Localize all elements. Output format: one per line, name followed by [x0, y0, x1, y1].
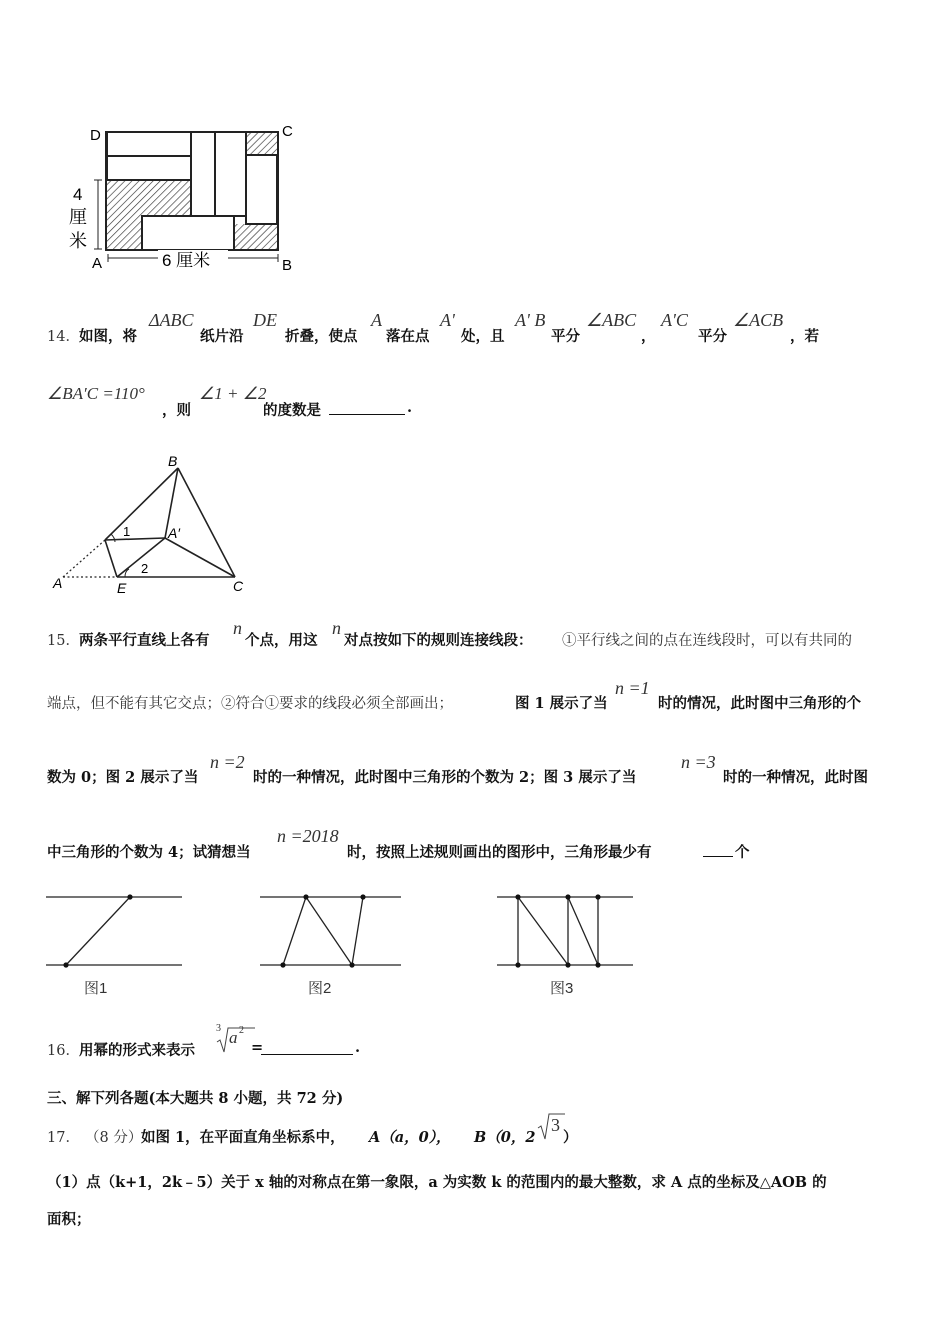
- shaded-region-corner-top: [246, 133, 277, 155]
- q14-answer-blank: [329, 399, 405, 415]
- figure-q15-fig1: [44, 888, 184, 974]
- strip-top-2: [107, 156, 191, 180]
- shaded-region-corner-bottom: [234, 224, 277, 249]
- fig1-caption: 图1: [84, 980, 108, 997]
- q14-line2: ∠BA′C =110° ，则 ∠1 + ∠2 的度数是 .: [47, 384, 413, 419]
- q15-line4: 中三角形的个数为 4；试猜想当 n =2018 时，按照上述规则画出的图形中，三角形最少有 个: [47, 826, 750, 861]
- angle-2-label: 2: [141, 561, 149, 576]
- root-index: 3: [216, 1023, 221, 1034]
- radicand-exponent: 2: [239, 1025, 244, 1036]
- height-label-li: 厘: [69, 207, 87, 227]
- label-C: C: [282, 123, 293, 140]
- figure-q14-triangle: [45, 452, 265, 597]
- fold-DE: [105, 540, 117, 577]
- figure-q15-fig2: [258, 888, 403, 974]
- q15-answer-blank: [703, 841, 733, 857]
- q15-line1: 15． 两条平行直线上各有 n 个点，用这 n 对点按如下的规则连接线段： ①平行线之间的点在连线段时，可以有共同的: [47, 618, 852, 649]
- label-A: A: [92, 255, 103, 272]
- q15-line3: 数为 0；图 2 展示了当 n =2 时的一种情况，此时图中三角形的个数为 2；图 3 展示了当 n =3 时的一种情况，此时图: [47, 752, 868, 786]
- label-A: A: [53, 575, 63, 591]
- q15-number: 15．: [47, 633, 80, 649]
- height-label-4: 4: [73, 185, 83, 204]
- q17-number: 17．: [47, 1130, 80, 1146]
- label-E: E: [117, 580, 127, 596]
- q15-line2: 端点，但不能有其它交点；②符合①要求的线段必须全部画出； 图 1 展示了当 n =1 时的情况，此时图中三角形的个: [47, 678, 861, 712]
- q14-line1: 14． 如图，将 ΔABC 纸片沿 DE 折叠，使点 A 落在点 A' 处，且 A' B 平分 ∠ABC ， A'C 平分 ∠ACB ，若: [47, 310, 819, 345]
- q17-part1-cont: 面积；: [47, 1211, 91, 1228]
- label-A-prime: A′: [168, 525, 180, 541]
- q14-number: 14．: [47, 329, 80, 345]
- strip-vertical-1: [191, 132, 215, 216]
- strip-bottom: [142, 216, 234, 250]
- strip-top: [107, 132, 191, 156]
- figure-q13-rectangle: [60, 118, 310, 278]
- point-A: A（a，0），: [369, 1129, 451, 1146]
- angle-1-label: 1: [123, 524, 131, 539]
- label-C: C: [233, 578, 244, 594]
- edge-AB-dashed: [63, 540, 105, 577]
- fig3-caption: 图3: [550, 980, 574, 997]
- point-B: B（0，2: [474, 1129, 536, 1146]
- strip-vertical-2: [215, 132, 246, 216]
- q16-answer-blank: [261, 1039, 353, 1055]
- strip-vertical-3: [246, 155, 277, 224]
- q17-line1: 17． （8 分） 如图 1，在平面直角坐标系中， A（a，0）， B（0，2 3 ）: [47, 1112, 647, 1148]
- q17-part1: （1）点（k+1，2k﹣5）关于 x 轴的对称点在第一象限，a 为实数 k 的范围内的最大整数，求 A 点的坐标及△AOB 的: [47, 1174, 827, 1191]
- q16-number: 16．: [47, 1043, 80, 1059]
- section-3-heading: 三、解下列各题(本大题共 8 小题，共 72 分): [47, 1090, 344, 1107]
- label-D: D: [90, 127, 101, 144]
- label-B: B: [168, 453, 178, 469]
- fig2-caption: 图2: [308, 980, 332, 997]
- label-B: B: [282, 257, 293, 274]
- width-label: 6 厘米: [162, 251, 211, 270]
- height-label-mi: 米: [69, 231, 87, 251]
- radicand: a: [229, 1028, 238, 1047]
- q16-line: 16． 用幂的形式来表示 3 a 2 = .: [47, 1023, 361, 1059]
- sqrt-value: 3: [551, 1115, 560, 1135]
- figure-q15-fig3: [495, 888, 635, 974]
